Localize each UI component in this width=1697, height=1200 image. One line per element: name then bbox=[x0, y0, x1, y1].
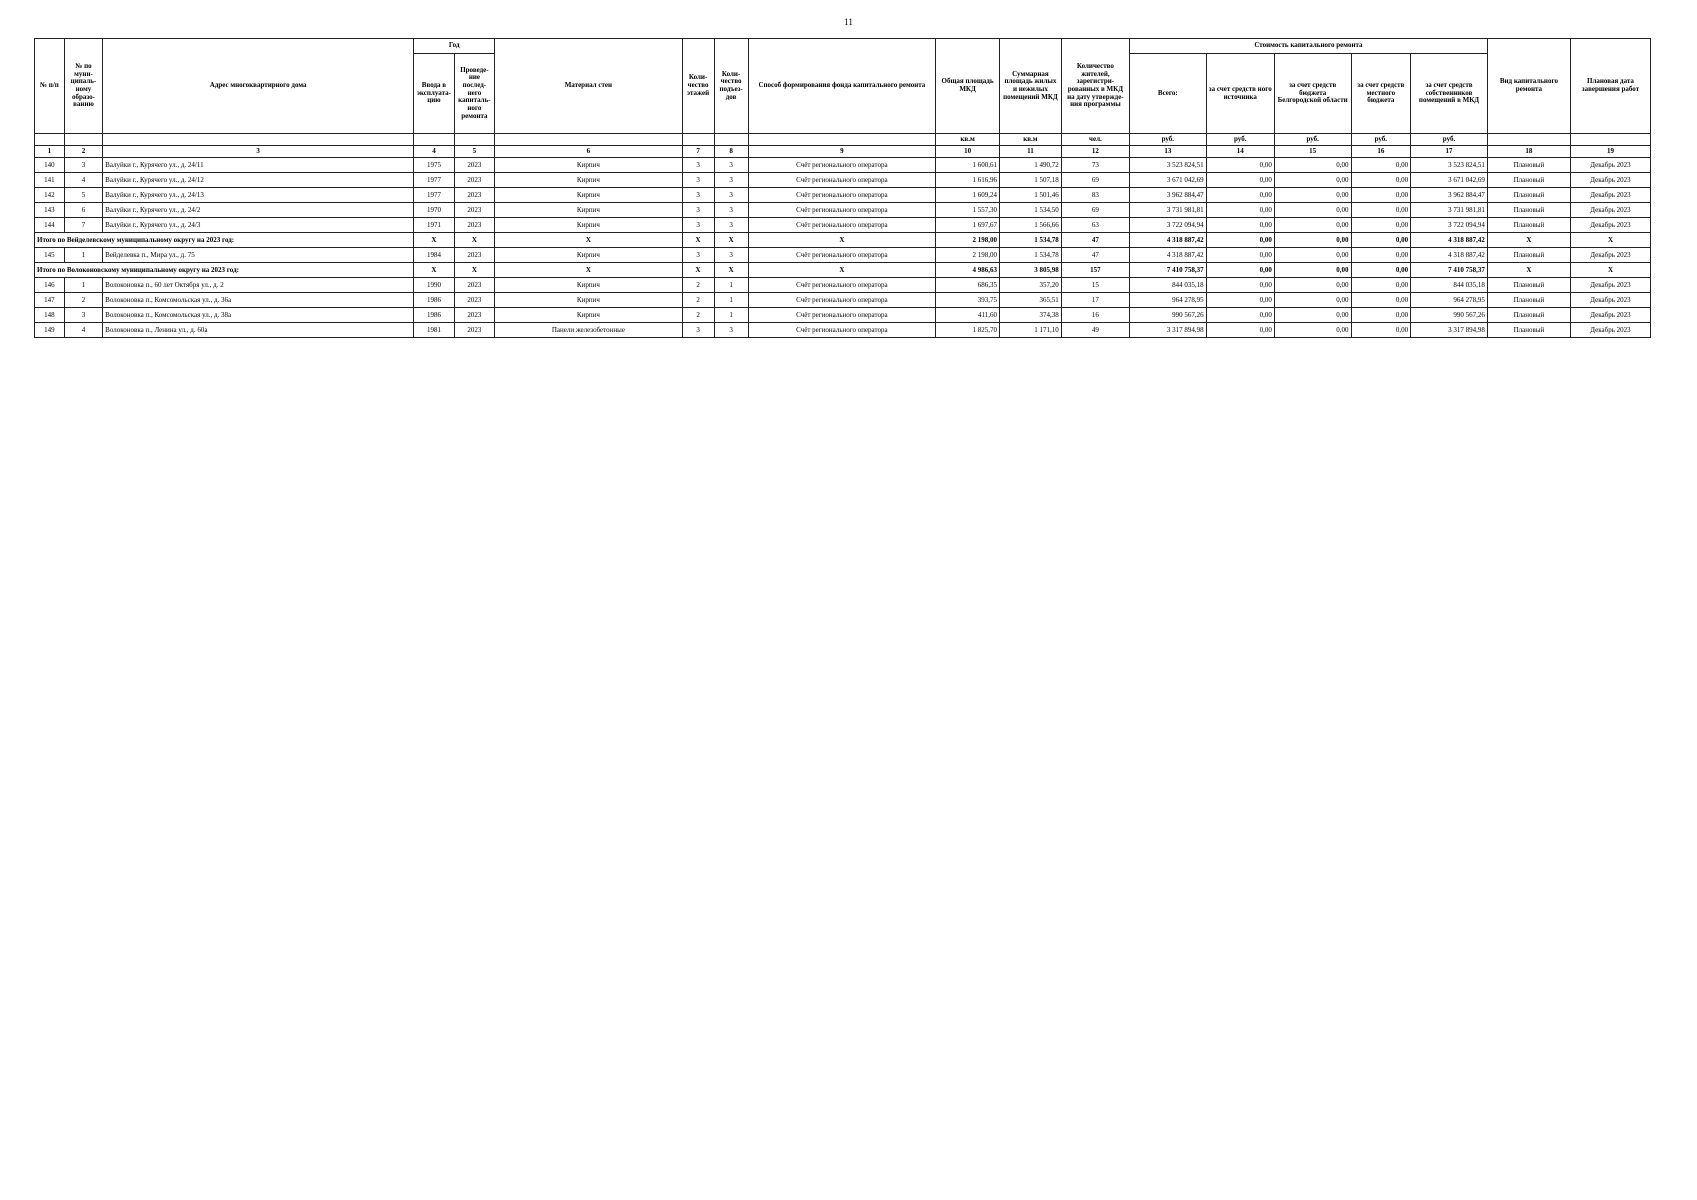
table-cell: 3 805,98 bbox=[1000, 263, 1062, 278]
table-cell: Декабрь 2023 bbox=[1570, 173, 1650, 188]
table-cell: 69 bbox=[1061, 203, 1129, 218]
col-number: 3 bbox=[103, 146, 414, 158]
col-number: 17 bbox=[1411, 146, 1488, 158]
table-cell: Панели железобетонные bbox=[495, 323, 682, 338]
table-cell: 2023 bbox=[454, 308, 494, 323]
table-cell: 3 962 884,47 bbox=[1411, 188, 1488, 203]
table-cell: X bbox=[1487, 263, 1570, 278]
table-cell: Декабрь 2023 bbox=[1570, 158, 1650, 173]
table-cell: 0,00 bbox=[1274, 218, 1351, 233]
table-cell: 3 671 042,69 bbox=[1411, 173, 1488, 188]
table-cell: X bbox=[454, 233, 494, 248]
table-cell: Волоконовка п., Ленина ул., д. 60а bbox=[103, 323, 414, 338]
table-cell: Плановый bbox=[1487, 278, 1570, 293]
col-number: 7 bbox=[682, 146, 714, 158]
table-cell: Плановый bbox=[1487, 323, 1570, 338]
table-cell: Счёт регионального оператора bbox=[748, 323, 935, 338]
unit-cell: руб. bbox=[1206, 134, 1274, 146]
table-cell: 3 bbox=[714, 203, 748, 218]
table-cell: 1990 bbox=[414, 278, 454, 293]
table-cell: 2023 bbox=[454, 248, 494, 263]
table-cell: 4 318 887,42 bbox=[1129, 248, 1206, 263]
header-area-total: Общая площадь МКД bbox=[936, 39, 1000, 134]
table-row bbox=[35, 188, 1651, 203]
subtotal-label: Итого по Вейделевскому муниципальному округу на 2023 год: bbox=[35, 233, 414, 248]
header-fund: Способ формирования фонда капитального ремонта bbox=[748, 39, 935, 134]
table-cell: Валуйки г., Курячего ул., д. 24/12 bbox=[103, 173, 414, 188]
header-year-commission: Ввода в эксплуата-цию bbox=[414, 54, 454, 134]
table-cell: 2023 bbox=[454, 323, 494, 338]
table-cell: 0,00 bbox=[1206, 263, 1274, 278]
table-cell: 0,00 bbox=[1206, 188, 1274, 203]
unit-cell: руб. bbox=[1411, 134, 1488, 146]
table-cell: X bbox=[682, 263, 714, 278]
subtotal-row bbox=[35, 263, 1651, 278]
table-cell: 0,00 bbox=[1274, 263, 1351, 278]
col-number: 8 bbox=[714, 146, 748, 158]
unit-cell: чел. bbox=[1061, 134, 1129, 146]
unit-cell: руб. bbox=[1274, 134, 1351, 146]
table-cell: 0,00 bbox=[1206, 248, 1274, 263]
table-cell: 148 bbox=[35, 308, 65, 323]
table-cell: Валуйки г., Курячего ул., д. 24/2 bbox=[103, 203, 414, 218]
table-cell: 1 bbox=[714, 308, 748, 323]
table-cell: 1 534,78 bbox=[1000, 248, 1062, 263]
table-cell: 0,00 bbox=[1206, 173, 1274, 188]
col-number: 5 bbox=[454, 146, 494, 158]
column-numbers-row bbox=[35, 146, 1651, 158]
table-cell: 6 bbox=[64, 203, 102, 218]
table-cell: 1 501,46 bbox=[1000, 188, 1062, 203]
table-cell: Кирпич bbox=[495, 278, 682, 293]
table-cell: 0,00 bbox=[1351, 218, 1411, 233]
table-cell: 2023 bbox=[454, 278, 494, 293]
unit-cell: кв.м bbox=[1000, 134, 1062, 146]
header-area-premises: Суммарная площадь жилых и нежилых помещений МКД bbox=[1000, 39, 1062, 134]
table-row bbox=[35, 218, 1651, 233]
table-cell: Валуйки г., Курячего ул., д. 24/11 bbox=[103, 158, 414, 173]
table-cell: Счёт регионального оператора bbox=[748, 188, 935, 203]
table-cell: 7 bbox=[64, 218, 102, 233]
table-cell: X bbox=[495, 263, 682, 278]
table-cell: 0,00 bbox=[1206, 323, 1274, 338]
table-cell: 3 bbox=[682, 218, 714, 233]
table-cell: 3 722 094,94 bbox=[1129, 218, 1206, 233]
table-cell: X bbox=[748, 233, 935, 248]
header-repair-type: Вид капитального ремонта bbox=[1487, 39, 1570, 134]
header-cost-region: за счет средств бюджета Белгородской области bbox=[1274, 54, 1351, 134]
table-cell: 1971 bbox=[414, 218, 454, 233]
table-cell: 2 198,00 bbox=[936, 233, 1000, 248]
capital-repair-register-table bbox=[34, 38, 1651, 338]
table-row bbox=[35, 248, 1651, 263]
table-cell: Счёт регионального оператора bbox=[748, 293, 935, 308]
table-cell: 69 bbox=[1061, 173, 1129, 188]
table-cell: 3 bbox=[682, 203, 714, 218]
table-cell: Счёт регионального оператора bbox=[748, 248, 935, 263]
table-cell: 147 bbox=[35, 293, 65, 308]
table-cell: 0,00 bbox=[1274, 233, 1351, 248]
table-cell: 0,00 bbox=[1351, 173, 1411, 188]
table-cell: 686,35 bbox=[936, 278, 1000, 293]
subtotal-row bbox=[35, 233, 1651, 248]
col-number: 10 bbox=[936, 146, 1000, 158]
table-cell: X bbox=[748, 263, 935, 278]
table-header bbox=[35, 39, 1651, 158]
table-cell: Кирпич bbox=[495, 308, 682, 323]
table-cell: 1 609,24 bbox=[936, 188, 1000, 203]
table-cell: Счёт регионального оператора bbox=[748, 308, 935, 323]
table-row bbox=[35, 203, 1651, 218]
table-cell: 4 318 887,42 bbox=[1411, 233, 1488, 248]
table-cell: 3 bbox=[682, 248, 714, 263]
table-cell: 3 bbox=[682, 323, 714, 338]
table-cell: Валуйки г., Курячего ул., д. 24/3 bbox=[103, 218, 414, 233]
table-cell: X bbox=[495, 233, 682, 248]
table-cell: 844 035,18 bbox=[1411, 278, 1488, 293]
table-cell: 1977 bbox=[414, 188, 454, 203]
unit-cell: кв.м bbox=[936, 134, 1000, 146]
table-cell: 7 410 758,37 bbox=[1411, 263, 1488, 278]
table-cell: 1 616,96 bbox=[936, 173, 1000, 188]
table-cell: 3 317 894,98 bbox=[1129, 323, 1206, 338]
header-year-group: Год bbox=[414, 39, 495, 54]
table-cell: 0,00 bbox=[1274, 293, 1351, 308]
table-cell: 3 523 824,51 bbox=[1129, 158, 1206, 173]
table-cell: 1981 bbox=[414, 323, 454, 338]
subtotal-label: Итого по Волоконовскому муниципальному округу на 2023 год: bbox=[35, 263, 414, 278]
table-cell: 146 bbox=[35, 278, 65, 293]
table-cell: 4 986,63 bbox=[936, 263, 1000, 278]
table-cell: 3 722 094,94 bbox=[1411, 218, 1488, 233]
table-cell: 0,00 bbox=[1274, 158, 1351, 173]
table-cell: Декабрь 2023 bbox=[1570, 203, 1650, 218]
table-cell: Декабрь 2023 bbox=[1570, 293, 1650, 308]
table-cell: 145 bbox=[35, 248, 65, 263]
table-cell: 0,00 bbox=[1351, 263, 1411, 278]
page-number: 11 bbox=[844, 17, 853, 27]
table-cell: Счёт регионального оператора bbox=[748, 203, 935, 218]
table-cell: 2023 bbox=[454, 218, 494, 233]
header-cost-total: Всего: bbox=[1129, 54, 1206, 134]
table-cell: 0,00 bbox=[1351, 233, 1411, 248]
table-cell: 144 bbox=[35, 218, 65, 233]
table-cell: 1 bbox=[64, 278, 102, 293]
header-cost-local: за счет средств местного бюджета bbox=[1351, 54, 1411, 134]
table-cell: Декабрь 2023 bbox=[1570, 323, 1650, 338]
table-cell: 5 bbox=[64, 188, 102, 203]
table-cell: 2023 bbox=[454, 173, 494, 188]
table-cell: Плановый bbox=[1487, 173, 1570, 188]
table-cell: 1970 bbox=[414, 203, 454, 218]
table-cell: Кирпич bbox=[495, 248, 682, 263]
table-cell: 0,00 bbox=[1351, 293, 1411, 308]
table-cell: 0,00 bbox=[1206, 278, 1274, 293]
table-cell: Декабрь 2023 bbox=[1570, 188, 1650, 203]
col-number: 18 bbox=[1487, 146, 1570, 158]
table-cell: 0,00 bbox=[1206, 203, 1274, 218]
table-cell: 2023 bbox=[454, 203, 494, 218]
col-number: 12 bbox=[1061, 146, 1129, 158]
table-cell: 3 317 894,98 bbox=[1411, 323, 1488, 338]
table-cell: Плановый bbox=[1487, 248, 1570, 263]
table-cell: 2 bbox=[682, 293, 714, 308]
table-cell: X bbox=[714, 263, 748, 278]
header-cost-fund: за счет средств ного источника bbox=[1206, 54, 1274, 134]
table-cell: 83 bbox=[1061, 188, 1129, 203]
table-cell: 2023 bbox=[454, 293, 494, 308]
table-cell: 17 bbox=[1061, 293, 1129, 308]
col-number: 2 bbox=[64, 146, 102, 158]
table-cell: Плановый bbox=[1487, 158, 1570, 173]
table-cell: Счёт регионального оператора bbox=[748, 173, 935, 188]
table-cell: X bbox=[1487, 233, 1570, 248]
table-cell: 0,00 bbox=[1351, 188, 1411, 203]
table-cell: 0,00 bbox=[1274, 248, 1351, 263]
table-cell: 3 bbox=[714, 188, 748, 203]
table-cell: 990 567,26 bbox=[1411, 308, 1488, 323]
table-row bbox=[35, 173, 1651, 188]
table-cell: 964 278,95 bbox=[1129, 293, 1206, 308]
table-cell: Плановый bbox=[1487, 203, 1570, 218]
header-year-repair: Проведе-ние послед-него капиталь-ного ремонта bbox=[454, 54, 494, 134]
table-cell: 1 534,78 bbox=[1000, 233, 1062, 248]
table-cell: 365,51 bbox=[1000, 293, 1062, 308]
table-cell: 73 bbox=[1061, 158, 1129, 173]
table-cell: X bbox=[714, 233, 748, 248]
table-cell: 3 731 981,81 bbox=[1129, 203, 1206, 218]
table-cell: 357,20 bbox=[1000, 278, 1062, 293]
table-cell: 16 bbox=[1061, 308, 1129, 323]
header-entrances: Коли-чество подъез-дов bbox=[714, 39, 748, 134]
table-cell: 143 bbox=[35, 203, 65, 218]
table-cell: 1 507,18 bbox=[1000, 173, 1062, 188]
table-cell: 844 035,18 bbox=[1129, 278, 1206, 293]
table-cell: 142 bbox=[35, 188, 65, 203]
table-cell: 7 410 758,37 bbox=[1129, 263, 1206, 278]
table-cell: 411,60 bbox=[936, 308, 1000, 323]
table-cell: Кирпич bbox=[495, 203, 682, 218]
table-cell: 964 278,95 bbox=[1411, 293, 1488, 308]
table-cell: 2023 bbox=[454, 158, 494, 173]
col-number: 16 bbox=[1351, 146, 1411, 158]
table-cell: 47 bbox=[1061, 248, 1129, 263]
table-cell: 0,00 bbox=[1206, 233, 1274, 248]
table-cell: 4 bbox=[64, 173, 102, 188]
col-number: 19 bbox=[1570, 146, 1650, 158]
table-cell: 3 731 981,81 bbox=[1411, 203, 1488, 218]
table-cell: 3 bbox=[64, 308, 102, 323]
table-cell: Кирпич bbox=[495, 188, 682, 203]
table-cell: Счёт регионального оператора bbox=[748, 278, 935, 293]
table-cell: 1 bbox=[64, 248, 102, 263]
table-cell: 3 523 824,51 bbox=[1411, 158, 1488, 173]
table-cell: 149 bbox=[35, 323, 65, 338]
table-cell: 63 bbox=[1061, 218, 1129, 233]
table-body bbox=[35, 158, 1651, 338]
table-cell: Кирпич bbox=[495, 218, 682, 233]
table-cell: 3 bbox=[714, 158, 748, 173]
table-cell: Декабрь 2023 bbox=[1570, 248, 1650, 263]
table-cell: 1 171,10 bbox=[1000, 323, 1062, 338]
table-cell: 1 566,66 bbox=[1000, 218, 1062, 233]
table-cell: Плановый bbox=[1487, 218, 1570, 233]
units-row bbox=[35, 134, 1651, 146]
table-cell: 140 bbox=[35, 158, 65, 173]
table-cell: Плановый bbox=[1487, 188, 1570, 203]
table-cell: 0,00 bbox=[1351, 323, 1411, 338]
table-cell: Декабрь 2023 bbox=[1570, 218, 1650, 233]
table-cell: 0,00 bbox=[1206, 218, 1274, 233]
header-planned-date: Плановая дата завершения работ bbox=[1570, 39, 1650, 134]
table-cell: 2 198,00 bbox=[936, 248, 1000, 263]
table-cell: Волоконовка п., Комсомольская ул., д. 36а bbox=[103, 293, 414, 308]
table-cell: 0,00 bbox=[1351, 308, 1411, 323]
table-cell: 0,00 bbox=[1274, 278, 1351, 293]
table-cell: Кирпич bbox=[495, 173, 682, 188]
header-address: Адрес многоквартирного дома bbox=[103, 39, 414, 134]
table-cell: Вейделевка п., Мира ул., д. 75 bbox=[103, 248, 414, 263]
table-cell: 0,00 bbox=[1274, 323, 1351, 338]
col-number: 4 bbox=[414, 146, 454, 158]
table-row bbox=[35, 158, 1651, 173]
table-cell: X bbox=[414, 233, 454, 248]
table-cell: 3 bbox=[714, 323, 748, 338]
table-cell: 0,00 bbox=[1351, 248, 1411, 263]
col-number: 15 bbox=[1274, 146, 1351, 158]
table-cell: 3 bbox=[64, 158, 102, 173]
table-cell: 1 534,50 bbox=[1000, 203, 1062, 218]
table-cell: 1 825,70 bbox=[936, 323, 1000, 338]
table-cell: 3 bbox=[714, 173, 748, 188]
header-mun-no: № по муни-ципаль-ному образо-ванию bbox=[64, 39, 102, 134]
table-cell: 0,00 bbox=[1351, 158, 1411, 173]
table-cell: 1 600,61 bbox=[936, 158, 1000, 173]
table-cell: 0,00 bbox=[1274, 188, 1351, 203]
table-cell: 3 bbox=[682, 188, 714, 203]
table-cell: Счёт регионального оператора bbox=[748, 158, 935, 173]
table-cell: 0,00 bbox=[1351, 203, 1411, 218]
header-floors: Коли-чество этажей bbox=[682, 39, 714, 134]
table-cell: 4 bbox=[64, 323, 102, 338]
table-cell: 2 bbox=[682, 308, 714, 323]
table-cell: 0,00 bbox=[1206, 158, 1274, 173]
table-cell: 393,75 bbox=[936, 293, 1000, 308]
table-cell: 1 697,67 bbox=[936, 218, 1000, 233]
table-cell: 1977 bbox=[414, 173, 454, 188]
table-cell: Счёт регионального оператора bbox=[748, 218, 935, 233]
table-cell: Волоконовка п., 60 лет Октября ул., д. 2 bbox=[103, 278, 414, 293]
header-cost-group: Стоимость капитального ремонта bbox=[1129, 39, 1487, 54]
table-cell: 0,00 bbox=[1206, 308, 1274, 323]
header-walls: Материал стен bbox=[495, 39, 682, 134]
table-cell: 4 318 887,42 bbox=[1129, 233, 1206, 248]
table-cell: 0,00 bbox=[1274, 203, 1351, 218]
table-cell: 2 bbox=[682, 278, 714, 293]
table-cell: Плановый bbox=[1487, 308, 1570, 323]
header-cost-owners: за счет средств собственников помещений в МКД bbox=[1411, 54, 1488, 134]
table-cell: 1 557,30 bbox=[936, 203, 1000, 218]
table-cell: 3 671 042,69 bbox=[1129, 173, 1206, 188]
table-cell: 141 bbox=[35, 173, 65, 188]
table-cell: 1975 bbox=[414, 158, 454, 173]
table-cell: 3 bbox=[682, 158, 714, 173]
table-cell: 374,38 bbox=[1000, 308, 1062, 323]
table-cell: 1 bbox=[714, 278, 748, 293]
table-cell: 1986 bbox=[414, 293, 454, 308]
table-cell: 1 490,72 bbox=[1000, 158, 1062, 173]
table-row bbox=[35, 293, 1651, 308]
table-cell: X bbox=[1570, 263, 1650, 278]
table-cell: 3 bbox=[682, 173, 714, 188]
table-row bbox=[35, 278, 1651, 293]
table-cell: 4 318 887,42 bbox=[1411, 248, 1488, 263]
table-cell: 2 bbox=[64, 293, 102, 308]
table-cell: 3 bbox=[714, 248, 748, 263]
col-number: 13 bbox=[1129, 146, 1206, 158]
table-cell: 0,00 bbox=[1274, 308, 1351, 323]
table-row bbox=[35, 323, 1651, 338]
table-cell: 157 bbox=[1061, 263, 1129, 278]
table-cell: X bbox=[454, 263, 494, 278]
table-cell: 0,00 bbox=[1274, 173, 1351, 188]
table-cell: Декабрь 2023 bbox=[1570, 278, 1650, 293]
table-cell: Кирпич bbox=[495, 158, 682, 173]
table-cell: Кирпич bbox=[495, 293, 682, 308]
table-cell: 49 bbox=[1061, 323, 1129, 338]
table-cell: 3 962 884,47 bbox=[1129, 188, 1206, 203]
table-cell: X bbox=[414, 263, 454, 278]
table-cell: 990 567,26 bbox=[1129, 308, 1206, 323]
table-cell: 3 bbox=[714, 218, 748, 233]
table-cell: 1986 bbox=[414, 308, 454, 323]
table-cell: 15 bbox=[1061, 278, 1129, 293]
table-cell: 1984 bbox=[414, 248, 454, 263]
unit-cell: руб. bbox=[1129, 134, 1206, 146]
col-number: 1 bbox=[35, 146, 65, 158]
table-cell: 47 bbox=[1061, 233, 1129, 248]
table-cell: 0,00 bbox=[1351, 278, 1411, 293]
table-cell: 1 bbox=[714, 293, 748, 308]
unit-cell: руб. bbox=[1351, 134, 1411, 146]
table-cell: Плановый bbox=[1487, 293, 1570, 308]
col-number: 9 bbox=[748, 146, 935, 158]
table-cell: 0,00 bbox=[1206, 293, 1274, 308]
col-number: 11 bbox=[1000, 146, 1062, 158]
table-cell: Валуйки г., Курячего ул., д. 24/13 bbox=[103, 188, 414, 203]
col-number: 14 bbox=[1206, 146, 1274, 158]
header-npp: № п/п bbox=[35, 39, 65, 134]
table-cell: X bbox=[1570, 233, 1650, 248]
table-cell: Волоконовка п., Комсомольская ул., д. 38а bbox=[103, 308, 414, 323]
table-cell: Декабрь 2023 bbox=[1570, 308, 1650, 323]
col-number: 6 bbox=[495, 146, 682, 158]
header-residents: Количество жителей, зарегистри-рованных в МКД на дату утвержде-ния программы bbox=[1061, 39, 1129, 134]
table-cell: X bbox=[682, 233, 714, 248]
table-row bbox=[35, 308, 1651, 323]
table-cell: 2023 bbox=[454, 188, 494, 203]
